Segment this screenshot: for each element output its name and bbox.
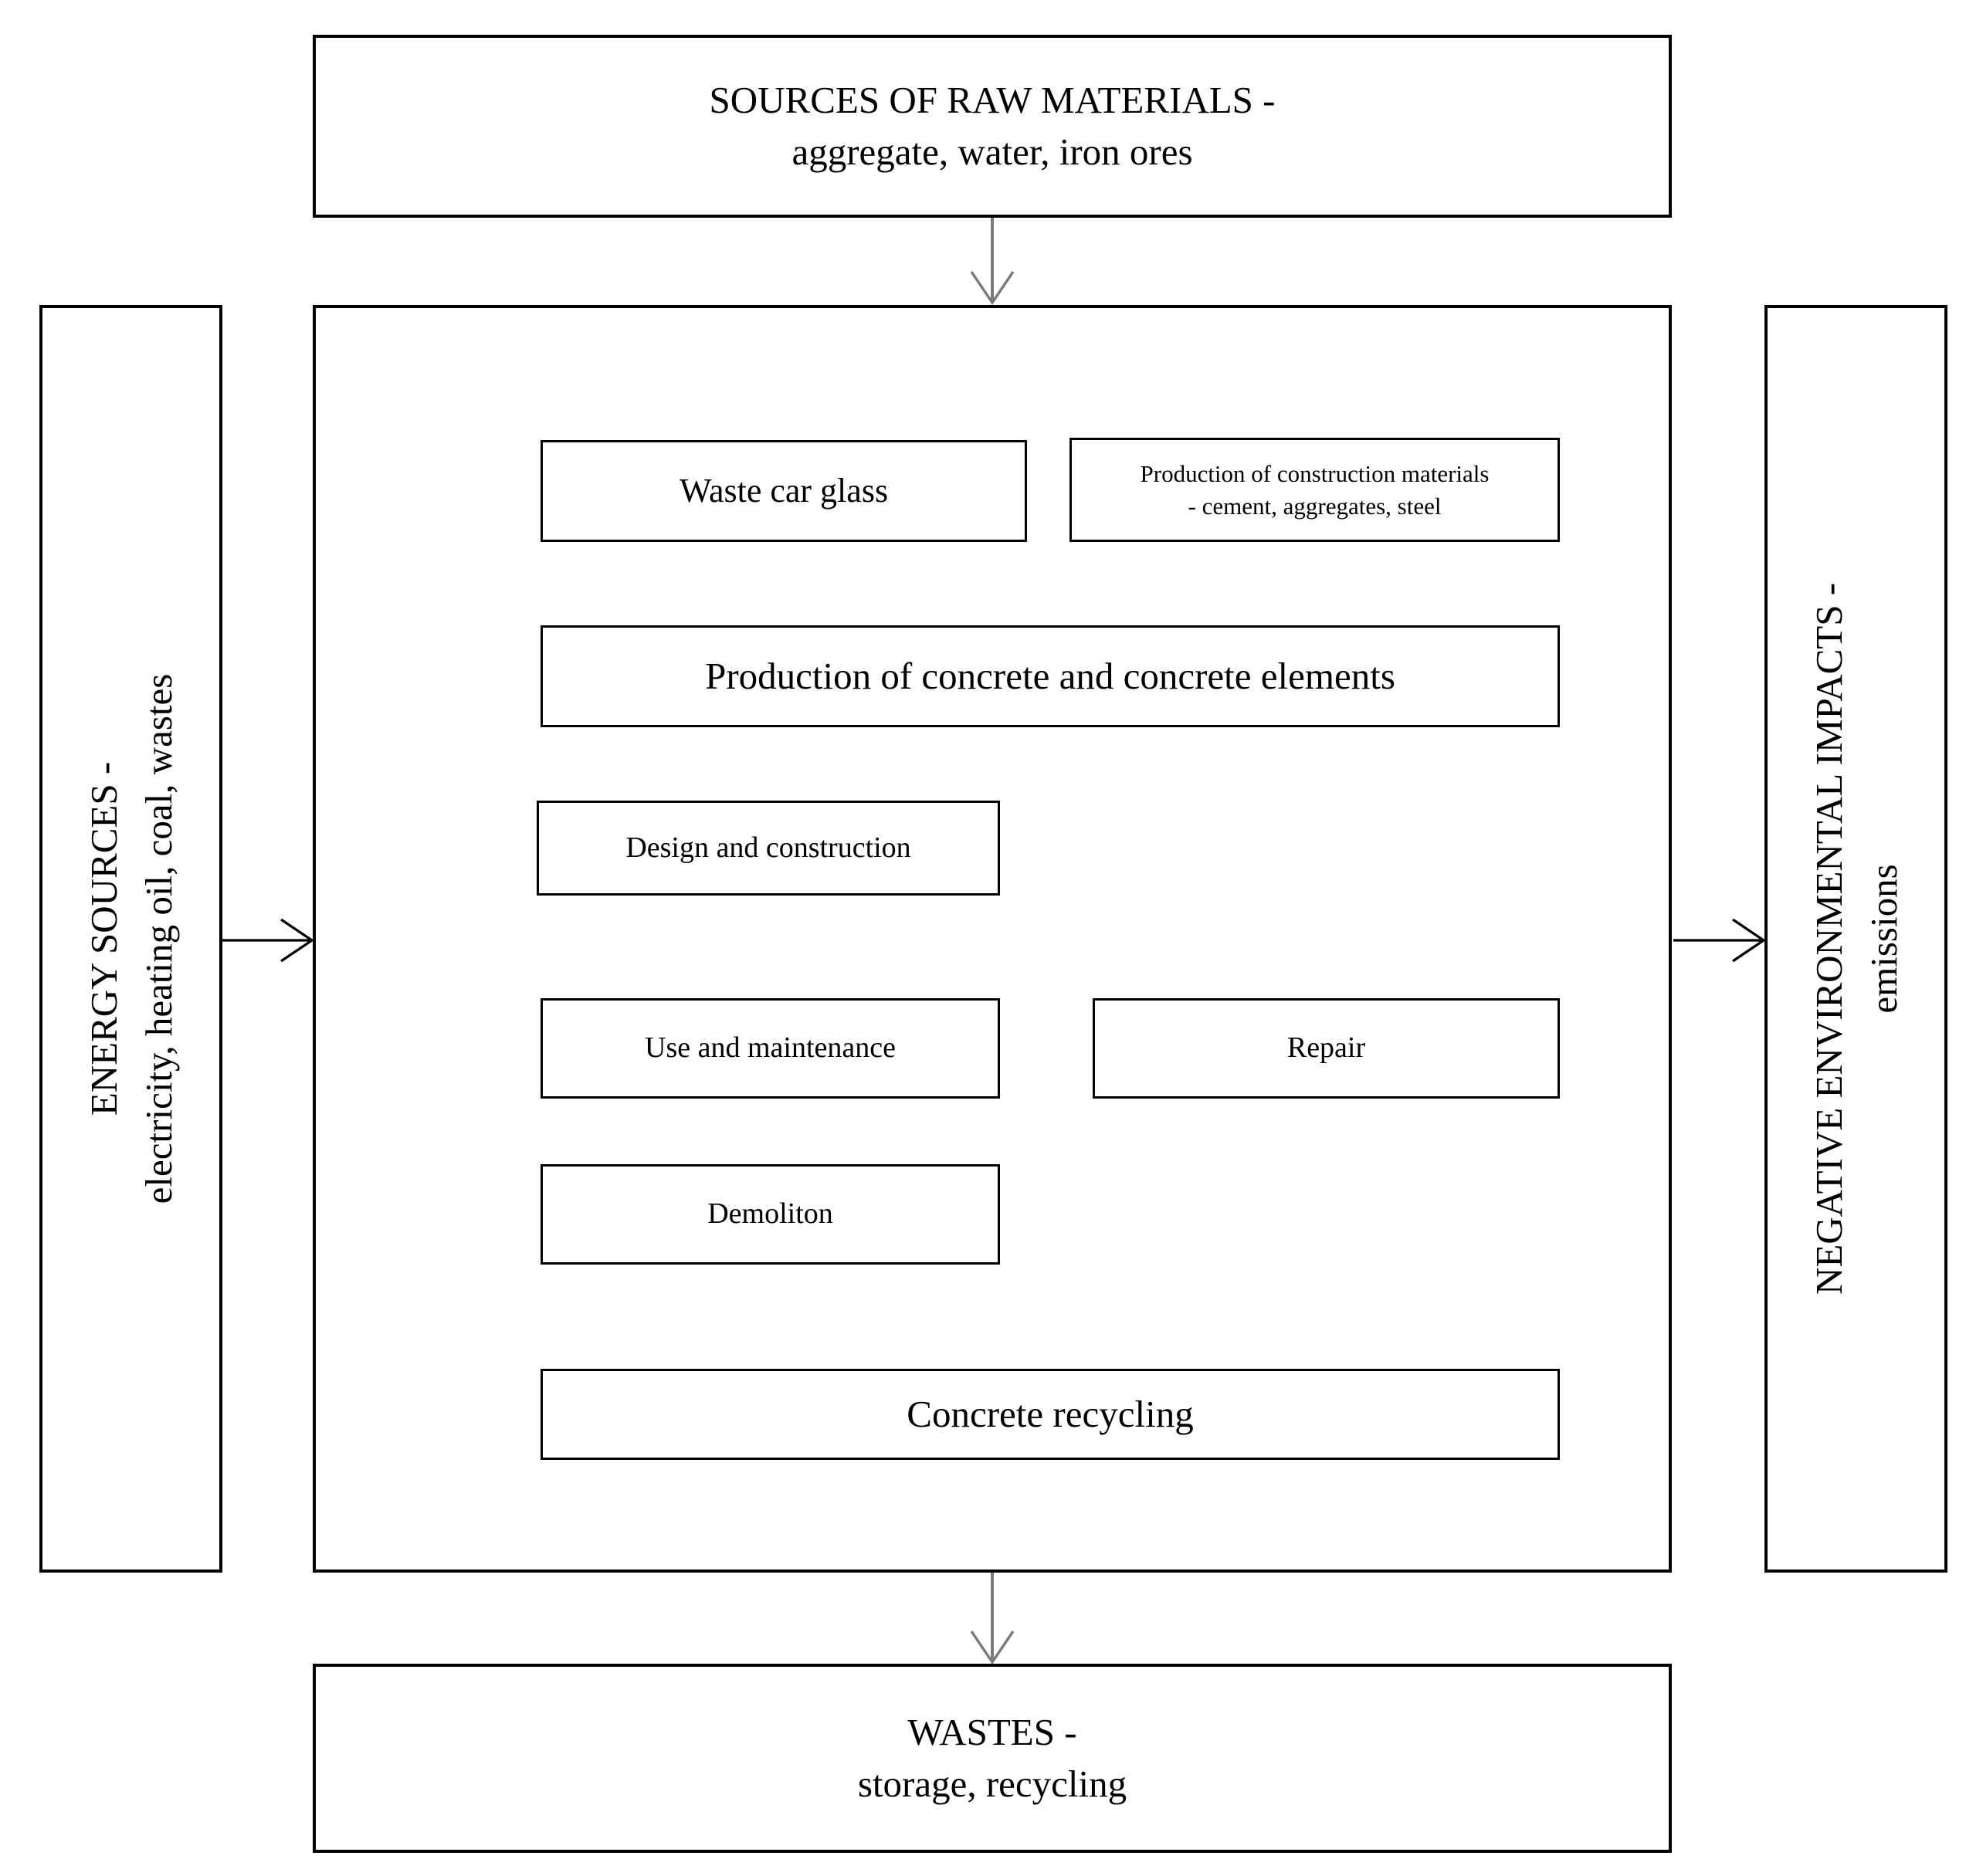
energy-sources-line2: electricity, heating oil, coal, wastes [137,673,180,1204]
node-demolition[interactable] [541,1164,1000,1265]
node-production-materials-line2: - cement, aggregates, steel [1188,492,1442,520]
energy-sources-line1: ENERGY SOURCES - [82,761,125,1116]
negative-impacts-line1: NEGATIVE ENVIRONMENTAL IMPACTS - [1807,582,1850,1295]
wastes-box [313,1664,1672,1853]
sources-title-line1: SOURCES OF RAW MATERIALS - [709,79,1276,122]
node-demolition-label: Demoliton [707,1197,833,1231]
sources-of-raw-materials-box [313,35,1672,218]
negative-impacts-line2: emissions [1862,864,1905,1014]
node-production-of-construction-materials[interactable] [1069,438,1560,542]
node-repair[interactable] [1093,998,1560,1099]
node-concrete-recycling-label: Concrete recycling [907,1392,1194,1435]
node-use-and-maintenance[interactable] [541,998,1000,1099]
node-use-and-maintenance-label: Use and maintenance [645,1031,896,1065]
node-design-and-construction[interactable] [537,801,1000,896]
sources-title-line2: aggregate, water, iron ores [791,130,1193,173]
node-repair-label: Repair [1286,1031,1366,1065]
negative-impacts-label [1801,583,1910,1295]
node-production-of-concrete-label: Production of concrete and concrete elements [705,654,1395,697]
energy-sources-label [76,674,185,1204]
node-production-of-concrete[interactable] [541,625,1560,727]
node-concrete-recycling[interactable] [541,1369,1560,1460]
negative-environmental-impacts-box [1764,305,1947,1573]
edge-frame-to-wastes [971,1573,1013,1662]
energy-sources-box [39,305,222,1573]
wastes-line1: WASTES - [907,1711,1077,1754]
node-production-materials-line1: Production of construction materials [1140,459,1490,487]
node-waste-car-glass[interactable] [541,440,1027,542]
node-design-and-construction-label: Design and construction [625,831,911,864]
edge-frame-to-impacts [1673,919,1764,961]
node-waste-car-glass-label: Waste car glass [679,472,889,510]
edge-sources-to-frame [971,217,1013,303]
edge-energy-to-frame [222,919,312,961]
wastes-line2: storage, recycling [857,1762,1127,1805]
